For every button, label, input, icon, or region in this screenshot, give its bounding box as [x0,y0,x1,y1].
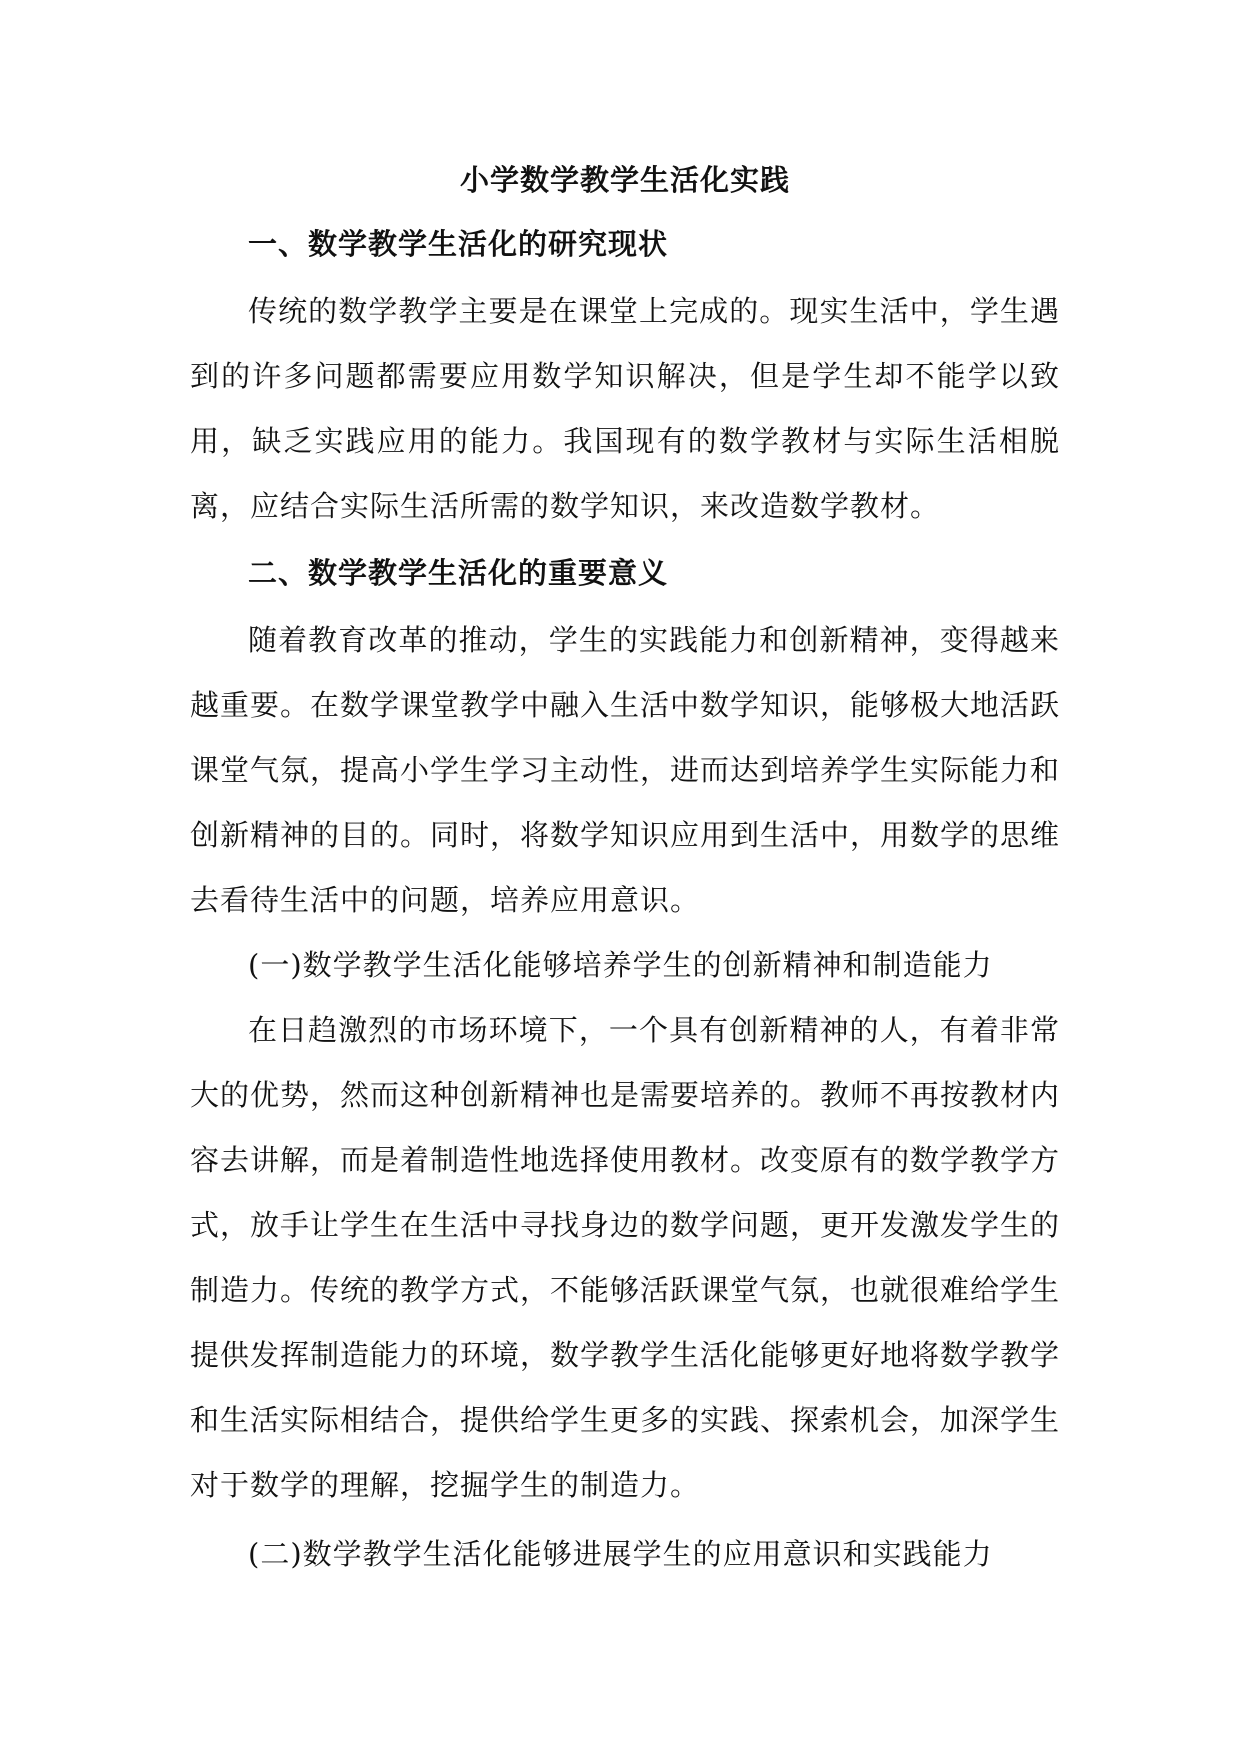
document-title: 小学数学教学生活化实践 [459,163,790,197]
subsection-heading-2: (二)数学教学生活化能够进展学生的应用意识和实践能力 [248,1537,993,1571]
section-heading-1: 一、数学教学生活化的研究现状 [248,227,669,261]
subsection-paragraph-1: 在日趋激烈的市场环境下，一个具有创新精神的人，有着非常大的优势，然而这种创新精神也是需要培养的。教师不再按教材内容去讲解，而是着制造性地选择使用教材。改变原有的数学教学方式，放手让学生在生活中寻找身边的数学问题，更开发激发学生的制造力。传统的教学方式，不能够活跃课堂气氛，也就很难给学生提供发挥制造能力的环境，数学教学生活化能够更好地将数学教学和生活实际相结合，提供给学生更多的实践、探索机会，加深学生对于数学的理解，挖掘学生的制造力。 [190,1013,1061,1502]
section-paragraph-1: 传统的数学教学主要是在课堂上完成的。现实生活中，学生遇到的许多问题都需要应用数学知识解决，但是学生却不能学以致用，缺乏实践应用的能力。我国现有的数学教材与实际生活相脱离，应结合实际生活所需的数学知识，来改造数学教材。 [190,294,1060,523]
section-heading-2: 二、数学教学生活化的重要意义 [248,556,669,590]
subsection-heading-1: (一)数学教学生活化能够培养学生的创新精神和制造能力 [248,948,993,982]
section-paragraph-2: 随着教育改革的推动，学生的实践能力和创新精神，变得越来越重要。在数学课堂教学中融入生活中数学知识，能够极大地活跃课堂气氛，提高小学生学习主动性，进而达到培养学生实际能力和创新精神的目的。同时，将数学知识应用到生活中，用数学的思维去看待生活中的问题，培养应用意识。 [190,623,1061,917]
document-body [190,160,1060,1587]
